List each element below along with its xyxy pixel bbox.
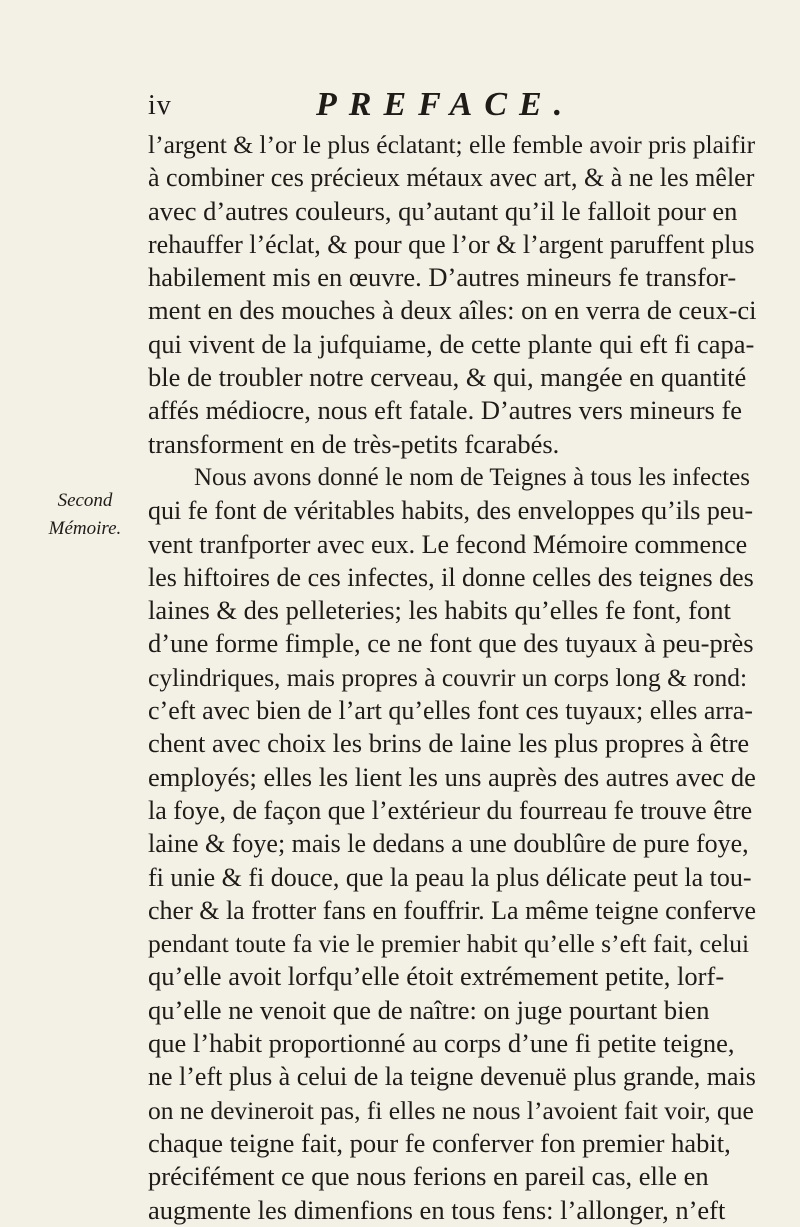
text-line: précifément ce que nous ferions en pareil cas, elle en: [148, 1161, 709, 1192]
text-line: affés médiocre, nous eft fatale. D’autres vers mineurs fe: [148, 395, 743, 426]
text-line: vent tranfporter avec eux. Le fecond Mémoire commence: [148, 529, 748, 559]
text-line: l’argent & l’or le plus éclatant; elle femble avoir pris plaifir: [148, 130, 756, 159]
text-line: ment en des mouches à deux aîles: on en verra de ceux-ci: [148, 295, 757, 326]
text-line: les hiftoires de ces infectes, il donne celles des teignes des: [148, 562, 754, 592]
text-line: laine & foye; mais le dedans a une doublûre de pure foye,: [148, 829, 749, 859]
text-line: que l’habit proportionné au corps d’une fi petite teigne,: [148, 1028, 735, 1059]
text-line: qui vivent de la jufquiame, de cette plante qui eft fi capa-: [148, 328, 755, 359]
text-line: ble de troubler notre cerveau, & qui, mangée en quantité: [148, 362, 747, 393]
margin-note-line: Mémoire.: [48, 518, 122, 539]
margin-note-line: Second: [57, 490, 113, 511]
text-line: la foye, de façon que l’extérieur du fourreau fe trouve être: [148, 795, 753, 825]
text-line: cylindriques, mais propres à couvrir un corps long & rond:: [148, 662, 748, 692]
text-line: d’une forme fimple, ce ne font que des tuyaux à peu-près: [148, 628, 754, 659]
text-line: fi unie & fi douce, que la peau la plus délicate peut la tou-: [148, 862, 752, 892]
text-line: habilement mis en œuvre. D’autres mineurs fe transfor-: [148, 262, 737, 293]
text-line: cher & la frotter fans en fouffrir. La même teigne conferve: [148, 895, 757, 925]
page-number: iv: [148, 90, 172, 121]
text-line: qu’elle avoit lorfqu’elle étoit extrémement petite, lorf-: [148, 961, 725, 992]
page-title: PREFACE.: [316, 86, 575, 123]
text-line: on ne devineroit pas, fi elles ne nous l’avoient fait voir, que: [148, 1095, 754, 1125]
text-line: c’eft avec bien de l’art qu’elles font ces tuyaux; elles arra-: [148, 696, 753, 726]
text-line: augmente les dimenfions en tous fens: l’allonger, n’eft: [148, 1194, 726, 1225]
body-text: [148, 128, 758, 1227]
text-line: ne l’eft plus à celui de la teigne devenuë plus grande, mais: [148, 1062, 756, 1092]
text-line: laines & des pelleteries; les habits qu’elles fe font, font: [148, 595, 731, 626]
text-line: qu’elle ne venoit que de naître: on juge pourtant bien: [148, 994, 710, 1025]
text-line: chent avec choix les brins de laine les plus propres à être: [148, 728, 750, 759]
text-line: Nous avons donné le nom de Teignes à tous les infectes: [194, 463, 751, 491]
text-line: avec d’autres couleurs, qu’autant qu’il le falloit pour en: [148, 195, 738, 226]
text-line: à combiner ces précieux métaux avec art, & à ne les mêler: [148, 163, 755, 193]
text-line: chaque teigne fait, pour fe conferver fon premier habit,: [148, 1127, 731, 1158]
text-line: rehauffer l’éclat, & pour que l’or & l’argent paruffent plus: [148, 229, 755, 259]
margin-note: [30, 487, 140, 543]
text-line: pendant toute fa vie le premier habit qu’elle s’eft fait, celui: [148, 929, 750, 959]
running-head: [148, 86, 748, 126]
text-line: transforment en de très-petits fcarabés.: [148, 428, 560, 459]
text-line: qui fe font de véritables habits, des enveloppes qu’ils peu-: [148, 496, 754, 526]
text-line: employés; elles les lient les uns auprès des autres avec de: [148, 761, 756, 792]
